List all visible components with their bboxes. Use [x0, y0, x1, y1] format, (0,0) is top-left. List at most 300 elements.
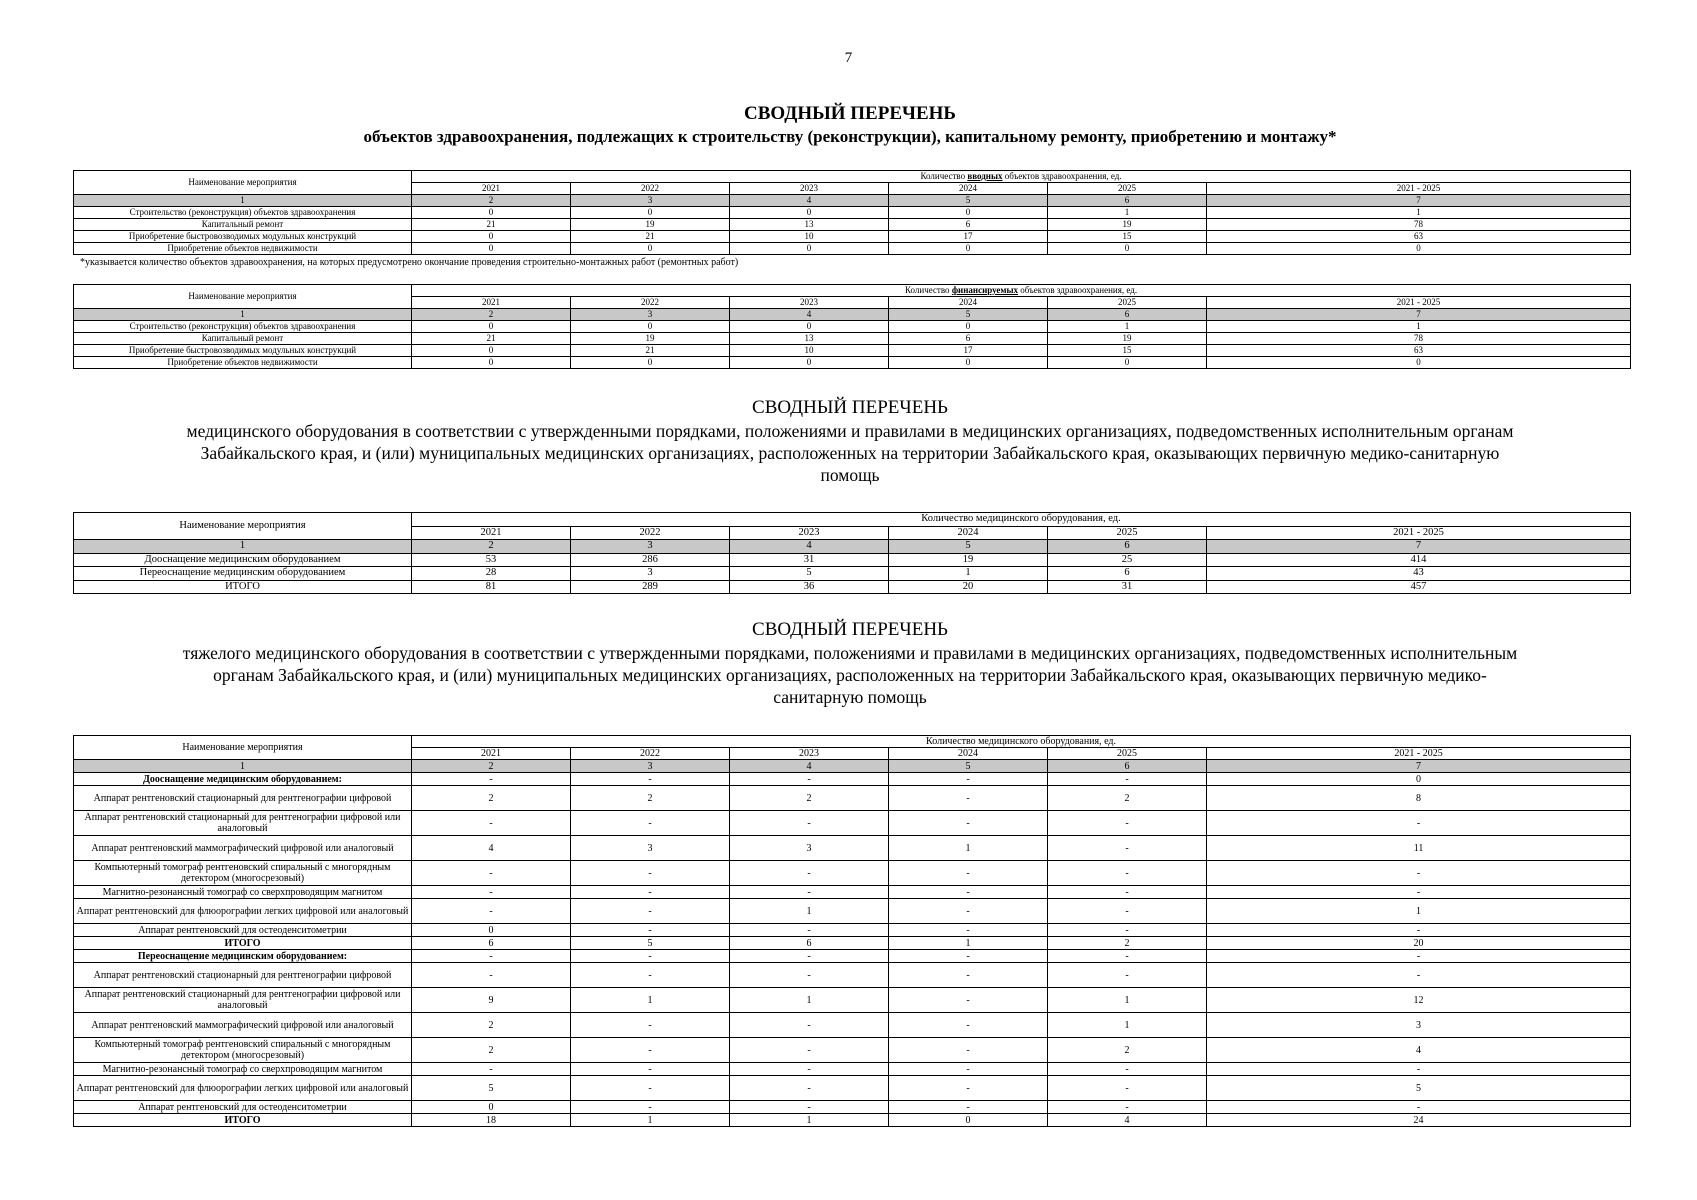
row-value: - — [1207, 886, 1631, 899]
row-value: 3 — [730, 836, 889, 861]
row-name: Аппарат рентгеновский стационарный для рентгенографии цифровой — [74, 786, 412, 811]
row-value: 1 — [571, 988, 730, 1013]
row-value: - — [889, 950, 1048, 963]
row-value: 81 — [412, 580, 571, 594]
row-value: 21 — [571, 231, 730, 243]
row-value: 19 — [571, 219, 730, 231]
row-value: 17 — [889, 345, 1048, 357]
table-row — [74, 1076, 1631, 1101]
row-name: Аппарат рентгеновский для остеоденситометрии — [74, 1101, 412, 1114]
row-value: 3 — [571, 836, 730, 861]
row-value: - — [889, 773, 1048, 786]
row-value: - — [730, 1076, 889, 1101]
row-value: 0 — [889, 357, 1048, 369]
row-name: Аппарат рентгеновский маммографический цифровой или аналоговый — [74, 836, 412, 861]
row-name: Приобретение быстровозводимых модульных конструкций — [74, 345, 412, 357]
year-header: 2024 — [889, 748, 1048, 760]
year-header: 2021 — [412, 297, 571, 309]
row-value: - — [889, 924, 1048, 937]
row-value: 5 — [412, 1076, 571, 1101]
table-row — [74, 1114, 1631, 1127]
year-header: 2024 — [889, 297, 1048, 309]
row-value: 0 — [1207, 773, 1631, 786]
row-value: 1 — [730, 988, 889, 1013]
row-value: - — [730, 1101, 889, 1114]
row-value: - — [730, 950, 889, 963]
row-value: 0 — [889, 321, 1048, 333]
row-value: 0 — [571, 207, 730, 219]
row-value: 2 — [1048, 786, 1207, 811]
row-value: - — [1207, 950, 1631, 963]
column-number: 5 — [889, 760, 1048, 773]
row-value: 31 — [1048, 580, 1207, 594]
row-name: Приобретение быстровозводимых модульных конструкций — [74, 231, 412, 243]
row-value: - — [571, 861, 730, 886]
row-value: - — [1048, 773, 1207, 786]
row-value: 0 — [412, 924, 571, 937]
row-value: - — [730, 1038, 889, 1063]
row-value: - — [412, 950, 571, 963]
table-medical-equipment — [73, 512, 1631, 594]
row-name: Переоснащение медицинским оборудованием — [74, 567, 412, 581]
column-number: 5 — [889, 309, 1048, 321]
year-header: 2025 — [1048, 297, 1207, 309]
row-value: 6 — [412, 937, 571, 950]
row-value: 1 — [571, 1114, 730, 1127]
row-value: 0 — [889, 243, 1048, 255]
row-value: 3 — [1207, 1013, 1631, 1038]
table-row — [74, 567, 1631, 581]
section3-title: СВОДНЫЙ ПЕРЕЧЕНЬ — [752, 619, 948, 640]
row-value: 19 — [571, 333, 730, 345]
row-value: 0 — [571, 321, 730, 333]
row-value: 4 — [1207, 1038, 1631, 1063]
row-value: - — [889, 1076, 1048, 1101]
page-number: 7 — [844, 50, 853, 66]
row-name: Компьютерный томограф рентгеновский спиральный с многорядным детектором (многосрезовый) — [74, 1038, 412, 1063]
row-name: Аппарат рентгеновский стационарный для рентгенографии цифровой или аналоговый — [74, 988, 412, 1013]
row-value: 1 — [889, 567, 1048, 581]
row-value: 0 — [412, 243, 571, 255]
row-value: 2 — [412, 786, 571, 811]
column-number: 4 — [730, 760, 889, 773]
row-value: - — [571, 886, 730, 899]
row-name: Капитальный ремонт — [74, 219, 412, 231]
group-header-prefix: Количество — [920, 171, 968, 181]
row-value: - — [1207, 1063, 1631, 1076]
footnote: *указывается количество объектов здравоохранения, на которых предусмотрено окончание проведения строительно-монтажных работ (ремонтных работ) — [80, 257, 739, 268]
column-header-name: Наименование мероприятия — [74, 513, 412, 540]
row-value: - — [889, 988, 1048, 1013]
table-row — [74, 937, 1631, 950]
row-value: 15 — [1048, 231, 1207, 243]
row-value: 1 — [1048, 207, 1207, 219]
row-value: - — [1048, 886, 1207, 899]
row-value: 12 — [1207, 988, 1631, 1013]
row-value: - — [1048, 1101, 1207, 1114]
row-value: - — [1048, 861, 1207, 886]
row-value: 1 — [889, 937, 1048, 950]
column-number: 4 — [730, 195, 889, 207]
row-value: 289 — [571, 580, 730, 594]
row-value: 2 — [730, 786, 889, 811]
row-value: - — [889, 1063, 1048, 1076]
column-header-name: Наименование мероприятия — [74, 171, 412, 195]
row-value: 78 — [1207, 219, 1631, 231]
row-value: - — [1048, 899, 1207, 924]
column-number: 7 — [1207, 760, 1631, 773]
year-header: 2025 — [1048, 183, 1207, 195]
row-value: 6 — [1048, 567, 1207, 581]
row-name: Магнитно-резонансный томограф со сверхпроводящим магнитом — [74, 1063, 412, 1076]
row-value: - — [889, 861, 1048, 886]
table-row — [74, 773, 1631, 786]
row-value: 78 — [1207, 333, 1631, 345]
row-value: 19 — [1048, 219, 1207, 231]
column-number: 2 — [412, 195, 571, 207]
group-header-suffix: объектов здравоохранения, ед. — [1018, 285, 1138, 295]
table-row — [74, 886, 1631, 899]
row-value: - — [571, 924, 730, 937]
row-name: Строительство (реконструкция) объектов здравоохранения — [74, 207, 412, 219]
row-value: - — [571, 963, 730, 988]
section1-subtitle: объектов здравоохранения, подлежащих к строительству (реконструкции), капитальному ремонту, приобретению и монтажу* — [363, 127, 1337, 146]
row-value: 20 — [1207, 937, 1631, 950]
year-header: 2022 — [571, 183, 730, 195]
row-value: 0 — [412, 1101, 571, 1114]
section1-title: СВОДНЫЙ ПЕРЕЧЕНЬ — [744, 103, 956, 124]
column-number: 7 — [1207, 540, 1631, 554]
column-number: 1 — [74, 195, 412, 207]
row-value: - — [1048, 1076, 1207, 1101]
row-value: 31 — [730, 553, 889, 567]
row-value: 4 — [412, 836, 571, 861]
row-value: 2 — [412, 1013, 571, 1038]
year-header: 2022 — [571, 526, 730, 540]
section1-heading — [70, 102, 1630, 148]
row-value: 0 — [1207, 357, 1631, 369]
column-number: 1 — [74, 540, 412, 554]
row-value: 0 — [412, 321, 571, 333]
row-value: 5 — [1207, 1076, 1631, 1101]
row-value: - — [412, 1063, 571, 1076]
row-name: Аппарат рентгеновский стационарный для рентгенографии цифровой или аналоговый — [74, 811, 412, 836]
row-value: 0 — [730, 321, 889, 333]
group-header-emphasis: вводных — [967, 171, 1003, 181]
column-number: 1 — [74, 309, 412, 321]
table-row — [74, 1101, 1631, 1114]
row-value: - — [1207, 924, 1631, 937]
row-value: 6 — [889, 333, 1048, 345]
table-row — [74, 861, 1631, 886]
column-number: 1 — [74, 760, 412, 773]
year-header: 2021 - 2025 — [1207, 183, 1631, 195]
column-number: 6 — [1048, 760, 1207, 773]
column-number: 2 — [412, 760, 571, 773]
row-name: Аппарат рентгеновский стационарный для рентгенографии цифровой — [74, 963, 412, 988]
row-value: - — [730, 1013, 889, 1038]
row-value: - — [1207, 811, 1631, 836]
row-value: - — [412, 886, 571, 899]
table-row — [74, 924, 1631, 937]
column-group-header — [412, 171, 1631, 183]
row-value: - — [412, 899, 571, 924]
table-row — [74, 1013, 1631, 1038]
year-header: 2021 — [412, 183, 571, 195]
row-value: 0 — [412, 345, 571, 357]
row-value: - — [571, 811, 730, 836]
table-row — [74, 811, 1631, 836]
section3-line1: тяжелого медицинского оборудования в соответствии с утвержденными порядками, положениями и правилами в медицинских организациях, подведомственных исполнительным — [182, 643, 1518, 663]
row-name: Магнитно-резонансный томограф со сверхпроводящим магнитом — [74, 886, 412, 899]
column-number: 2 — [412, 309, 571, 321]
row-value: - — [730, 963, 889, 988]
row-value: 19 — [1048, 333, 1207, 345]
table-row — [74, 963, 1631, 988]
row-value: 1 — [889, 836, 1048, 861]
row-name: Аппарат рентгеновский для остеоденситометрии — [74, 924, 412, 937]
table-row — [74, 786, 1631, 811]
column-group-header — [412, 285, 1631, 297]
row-value: 1 — [730, 1114, 889, 1127]
column-number: 4 — [730, 540, 889, 554]
row-value: - — [889, 786, 1048, 811]
group-header-prefix: Количество — [904, 285, 952, 295]
group-header-suffix: объектов здравоохранения, ед. — [1002, 171, 1122, 181]
row-value: - — [1207, 861, 1631, 886]
column-number: 7 — [1207, 309, 1631, 321]
table-row — [74, 899, 1631, 924]
row-value: 2 — [412, 1038, 571, 1063]
row-value: - — [889, 1101, 1048, 1114]
row-value: 0 — [1207, 243, 1631, 255]
table-row — [74, 988, 1631, 1013]
column-number: 4 — [730, 309, 889, 321]
table-row — [74, 219, 1631, 231]
row-value: - — [1048, 963, 1207, 988]
table-row — [74, 345, 1631, 357]
row-name: Аппарат рентгеновский для флюорографии легких цифровой или аналоговый — [74, 899, 412, 924]
row-value: - — [571, 1063, 730, 1076]
year-header: 2023 — [730, 526, 889, 540]
row-value: 0 — [730, 357, 889, 369]
row-value: - — [571, 950, 730, 963]
year-header: 2021 - 2025 — [1207, 297, 1631, 309]
row-value: 1 — [730, 899, 889, 924]
section3-heading — [70, 618, 1630, 708]
row-name: Дооснащение медицинским оборудованием — [74, 553, 412, 567]
row-value: - — [730, 811, 889, 836]
section3-line3: санитарную помощь — [773, 687, 927, 707]
row-value: 0 — [412, 207, 571, 219]
row-value: - — [889, 1038, 1048, 1063]
row-value: 10 — [730, 231, 889, 243]
table-financed-objects — [73, 284, 1631, 369]
row-name: Дооснащение медицинским оборудованием: — [74, 773, 412, 786]
table-row — [74, 333, 1631, 345]
row-value: 21 — [412, 333, 571, 345]
year-header: 2023 — [730, 748, 889, 760]
row-value: - — [1048, 811, 1207, 836]
row-value: 21 — [571, 345, 730, 357]
year-header: 2021 - 2025 — [1207, 748, 1631, 760]
table-row — [74, 1038, 1631, 1063]
row-value: 36 — [730, 580, 889, 594]
table-row — [74, 321, 1631, 333]
row-value: 4 — [1048, 1114, 1207, 1127]
row-value: - — [571, 1101, 730, 1114]
row-name: ИТОГО — [74, 1114, 412, 1127]
row-value: 5 — [730, 567, 889, 581]
section2-line3: помощь — [820, 465, 880, 485]
column-header-name: Наименование мероприятия — [74, 285, 412, 309]
column-number: 3 — [571, 309, 730, 321]
row-value: 8 — [1207, 786, 1631, 811]
row-value: 0 — [571, 357, 730, 369]
row-name: Строительство (реконструкция) объектов здравоохранения — [74, 321, 412, 333]
row-value: 18 — [412, 1114, 571, 1127]
row-value: - — [889, 899, 1048, 924]
row-value: 2 — [571, 786, 730, 811]
row-value: - — [889, 886, 1048, 899]
column-number: 5 — [889, 540, 1048, 554]
row-value: 13 — [730, 219, 889, 231]
row-value: 24 — [1207, 1114, 1631, 1127]
row-value: 20 — [889, 580, 1048, 594]
row-value: - — [889, 811, 1048, 836]
row-value: 5 — [571, 937, 730, 950]
year-header: 2021 - 2025 — [1207, 526, 1631, 540]
row-value: 6 — [730, 937, 889, 950]
column-group-header: Количество медицинского оборудования, ед. — [412, 736, 1631, 748]
row-value: 0 — [412, 357, 571, 369]
row-value: 21 — [412, 219, 571, 231]
row-name: ИТОГО — [74, 937, 412, 950]
year-header: 2021 — [412, 748, 571, 760]
year-header: 2024 — [889, 183, 1048, 195]
column-number: 3 — [571, 540, 730, 554]
row-value: - — [730, 886, 889, 899]
table-row — [74, 836, 1631, 861]
row-value: 286 — [571, 553, 730, 567]
row-value: 0 — [730, 243, 889, 255]
column-number: 6 — [1048, 195, 1207, 207]
column-number: 6 — [1048, 540, 1207, 554]
row-value: 6 — [889, 219, 1048, 231]
row-value: 25 — [1048, 553, 1207, 567]
row-value: 0 — [571, 243, 730, 255]
row-value: - — [1207, 963, 1631, 988]
table-row — [74, 950, 1631, 963]
row-name: Приобретение объектов недвижимости — [74, 357, 412, 369]
table-row — [74, 553, 1631, 567]
row-name: Капитальный ремонт — [74, 333, 412, 345]
year-header: 2024 — [889, 526, 1048, 540]
row-value: 414 — [1207, 553, 1631, 567]
row-value: 0 — [412, 231, 571, 243]
row-value: - — [1048, 950, 1207, 963]
year-header: 2023 — [730, 183, 889, 195]
row-value: 457 — [1207, 580, 1631, 594]
row-value: - — [889, 963, 1048, 988]
column-group-header: Количество медицинского оборудования, ед. — [412, 513, 1631, 527]
row-value: - — [571, 1013, 730, 1038]
section2-title: СВОДНЫЙ ПЕРЕЧЕНЬ — [752, 397, 948, 418]
row-name: Аппарат рентгеновский для флюорографии легких цифровой или аналоговый — [74, 1076, 412, 1101]
year-header: 2022 — [571, 297, 730, 309]
row-value: - — [571, 899, 730, 924]
row-value: 0 — [730, 207, 889, 219]
row-value: - — [412, 963, 571, 988]
table-row — [74, 243, 1631, 255]
row-value: - — [889, 1013, 1048, 1038]
row-value: 0 — [1048, 243, 1207, 255]
row-value: - — [412, 773, 571, 786]
row-value: - — [571, 1076, 730, 1101]
group-header-emphasis: финансируемых — [951, 285, 1019, 295]
row-value: 17 — [889, 231, 1048, 243]
table-row — [74, 231, 1631, 243]
table-heavy-medical-equipment — [73, 735, 1631, 1127]
section2-line2: Забайкальского края, и (или) муниципальных медицинских организациях, расположенных на территории Забайкальского края, оказывающих первичную медико-санитарную — [200, 443, 1500, 463]
column-number: 3 — [571, 760, 730, 773]
row-value: 10 — [730, 345, 889, 357]
year-header: 2022 — [571, 748, 730, 760]
table-row — [74, 580, 1631, 594]
table-row — [74, 1063, 1631, 1076]
row-name: Приобретение объектов недвижимости — [74, 243, 412, 255]
row-value: 3 — [571, 567, 730, 581]
row-value: 1 — [1207, 321, 1631, 333]
row-value: 1 — [1207, 899, 1631, 924]
row-value: 15 — [1048, 345, 1207, 357]
column-number: 6 — [1048, 309, 1207, 321]
row-value: 0 — [1048, 357, 1207, 369]
row-value: 19 — [889, 553, 1048, 567]
year-header: 2021 — [412, 526, 571, 540]
row-value: 53 — [412, 553, 571, 567]
row-value: - — [1048, 836, 1207, 861]
row-value: 2 — [1048, 937, 1207, 950]
row-value: 43 — [1207, 567, 1631, 581]
row-value: - — [730, 861, 889, 886]
row-value: 63 — [1207, 231, 1631, 243]
row-value: - — [412, 861, 571, 886]
year-header: 2023 — [730, 297, 889, 309]
row-value: - — [571, 1038, 730, 1063]
section2-heading — [70, 396, 1630, 486]
row-name: Переоснащение медицинским оборудованием: — [74, 950, 412, 963]
row-value: - — [571, 773, 730, 786]
column-number: 7 — [1207, 195, 1631, 207]
column-number: 3 — [571, 195, 730, 207]
row-value: 11 — [1207, 836, 1631, 861]
section3-line2: органам Забайкальского края, и (или) муниципальных медицинских организациях, расположенных на территории Забайкальского края, оказывающих первичную медико- — [213, 665, 1487, 685]
row-value: 0 — [889, 1114, 1048, 1127]
column-number: 5 — [889, 195, 1048, 207]
row-name: ИТОГО — [74, 580, 412, 594]
table-commissioned-objects — [73, 170, 1631, 255]
row-value: 2 — [1048, 1038, 1207, 1063]
year-header: 2025 — [1048, 526, 1207, 540]
row-value: - — [1207, 1101, 1631, 1114]
year-header: 2025 — [1048, 748, 1207, 760]
table-row — [74, 207, 1631, 219]
column-header-name: Наименование мероприятия — [74, 736, 412, 760]
row-value: 1 — [1048, 988, 1207, 1013]
row-value: 1 — [1207, 207, 1631, 219]
row-name: Компьютерный томограф рентгеновский спиральный с многорядным детектором (многосрезовый) — [74, 861, 412, 886]
